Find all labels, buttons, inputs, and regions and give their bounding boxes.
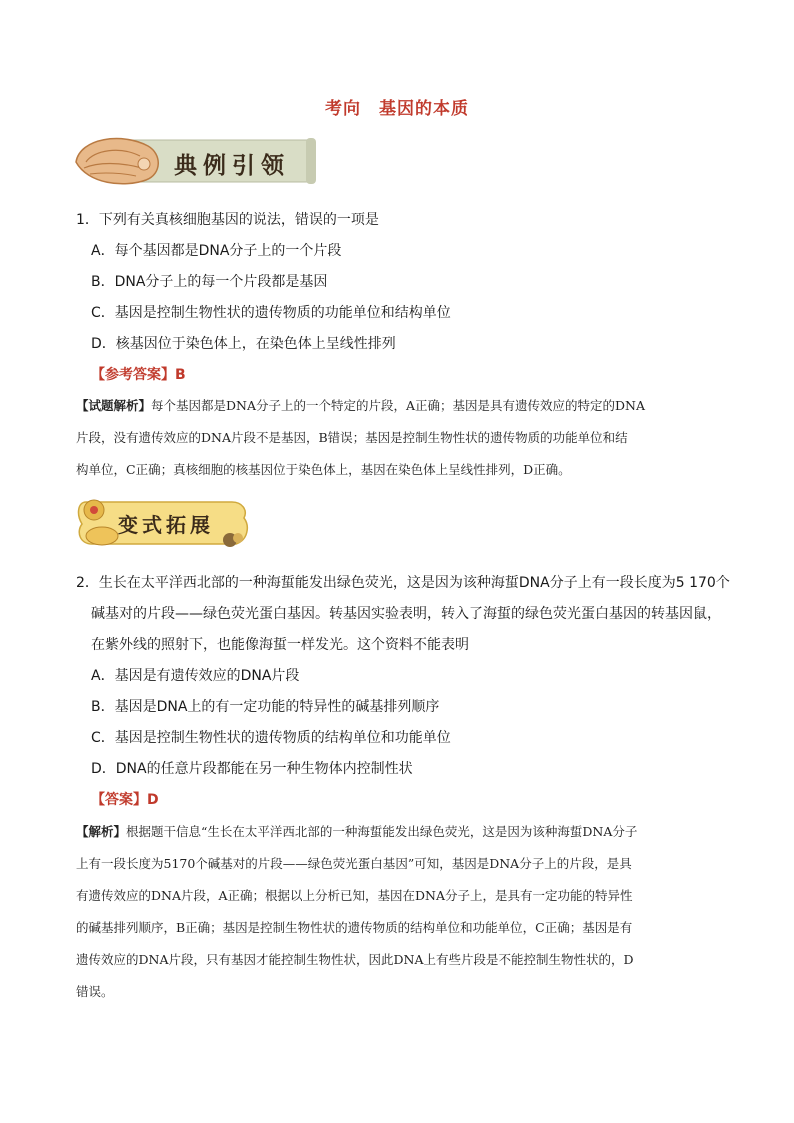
q1-stem: 1．下列有关真核细胞基因的说法，错误的一项是 [76, 212, 379, 228]
q1-option-c: C．基因是控制生物性状的遗传物质的功能单位和结构单位 [91, 305, 451, 321]
q2-option-d: D．DNA的任意片段都能在另一种生物体内控制性状 [91, 761, 413, 777]
q2-analysis-line-4: 的碱基排列顺序，B正确；基因是控制生物性状的遗传物质的结构单位和功能单位，C正确；基因是有 [76, 920, 633, 935]
conch-shell-icon [76, 139, 158, 184]
q2-analysis-line-5: 遗传效应的DNA片段，只有基因才能控制生物性状，因此DNA上有些片段是不能控制生物性状的，D [76, 952, 634, 967]
q2-stem-line-1: 2．生长在太平洋西北部的一种海蜇能发出绿色荧光，这是因为该种海蜇DNA分子上有一段长度为5 170个 [76, 575, 730, 591]
page-title [0, 94, 794, 119]
banner-typical-example [70, 128, 320, 192]
banner-label: 典例引领 [174, 152, 290, 179]
q2-analysis-line-2: 上有一段长度为5170个碱基对的片段——绿色荧光蛋白基因”可知，基因是DNA分子上的片段，是具 [76, 856, 632, 871]
q1-analysis-line-1: 【试题解析】每个基因都是DNA分子上的一个特定的片段，A正确；基因是具有遗传效应的特定的DNA [76, 398, 646, 413]
q2-stem-line-2: 碱基对的片段——绿色荧光蛋白基因。转基因实验表明，转入了海蜇的绿色荧光蛋白基因的转基因鼠， [91, 606, 721, 622]
q2-analysis-line-3: 有遗传效应的DNA片段，A正确；根据以上分析已知，基因在DNA分子上，是具有一定功能的特异性 [76, 888, 633, 903]
q1-analysis-line-3: 构单位，C正确；真核细胞的核基因位于染色体上，基因在染色体上呈线性排列，D正确。 [76, 462, 571, 477]
title-part2: 基因的本质 [379, 99, 469, 119]
q1-option-d: D．核基因位于染色体上，在染色体上呈线性排列 [91, 336, 396, 352]
banner-variant-extension [72, 492, 252, 556]
q1-answer [91, 367, 186, 384]
banner-label: 变式拓展 [118, 513, 214, 537]
q2-option-a: A．基因是有遗传效应的DNA片段 [91, 668, 300, 684]
title-part1: 考向 [325, 99, 361, 119]
q2-stem-line-3: 在紫外线的照射下，也能像海蜇一样发光。这个资料不能表明 [91, 637, 469, 653]
q2-answer [91, 792, 159, 809]
answer-tag: 【答案】 [91, 792, 147, 808]
answer-value: B [175, 367, 186, 383]
q1-option-b: B．DNA分子上的每一个片段都是基因 [91, 274, 328, 290]
q2-option-c: C．基因是控制生物性状的遗传物质的结构单位和功能单位 [91, 730, 451, 746]
q2-option-b: B．基因是DNA上的有一定功能的特异性的碱基排列顺序 [91, 699, 440, 715]
q2-analysis-line-1: 【解析】根据题干信息“生长在太平洋西北部的一种海蜇能发出绿色荧光，这是因为该种海蜇DNA分子 [76, 824, 638, 839]
analysis-tag: 【试题解析】 [76, 398, 152, 413]
analysis-tag: 【解析】 [76, 824, 127, 839]
q1-option-a: A．每个基因都是DNA分子上的一个片段 [91, 243, 342, 259]
q1-analysis-line-2: 片段，没有遗传效应的DNA片段不是基因，B错误；基因是控制生物性状的遗传物质的功能单位和结 [76, 430, 628, 445]
answer-value: D [147, 792, 159, 808]
answer-tag: 【参考答案】 [91, 367, 175, 383]
q2-analysis-line-6: 错误。 [76, 984, 114, 999]
